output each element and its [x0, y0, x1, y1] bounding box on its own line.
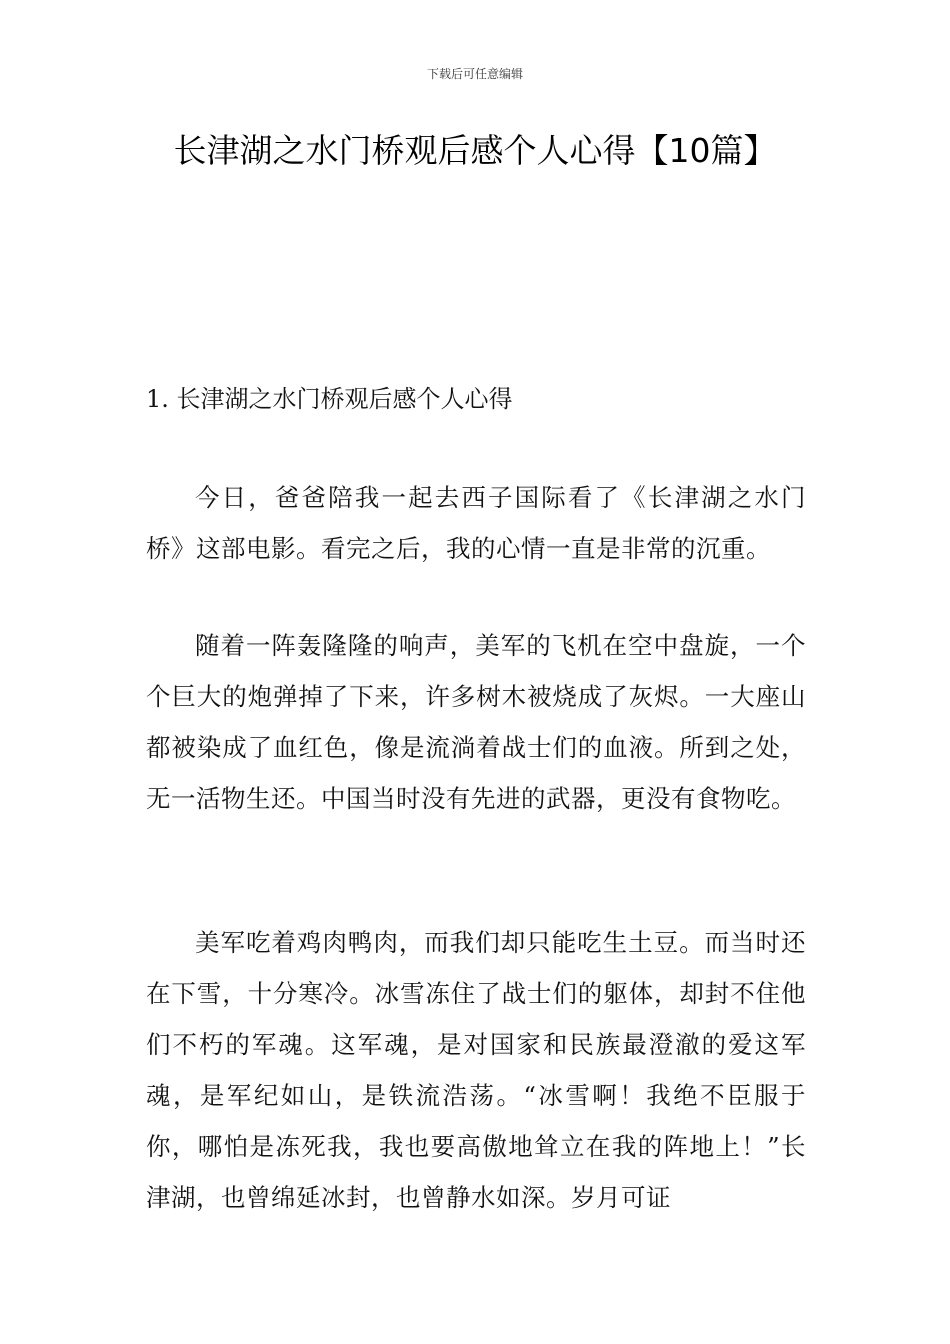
body-paragraph: 今日，爸爸陪我一起去西子国际看了《长津湖之水门桥》这部电影。看完之后，我的心情一直是非常的沉重。 [146, 483, 806, 563]
section-heading: 1. 长津湖之水门桥观后感个人心得 [146, 385, 513, 413]
document-title: 长津湖之水门桥观后感个人心得【10篇】 [173, 131, 777, 170]
page-header-note: 下载后可任意编辑 [426, 67, 523, 81]
body-paragraph: 美军吃着鸡肉鸭肉，而我们却只能吃生土豆。而当时还在下雪，十分寒冷。冰雪冻住了战士们的躯体，却封不住他们不朽的军魂。这军魂，是对国家和民族最澄澈的爱这军魂，是军纪如山，是铁流浩荡。“冰雪啊！我绝不臣服于你，哪怕是冻死我，我也要高傲地耸立在我的阵地上！”长津湖，也曾绵延冰封，也曾静水如深。岁月可证 [146, 928, 806, 1212]
body-paragraph: 随着一阵轰隆隆的响声，美军的飞机在空中盘旋，一个个巨大的炮弹掉了下来，许多树木被烧成了灰烬。一大座山都被染成了血红色，像是流淌着战士们的血液。所到之处，无一活物生还。中国当时没有先进的武器，更没有食物吃。 [146, 631, 806, 813]
